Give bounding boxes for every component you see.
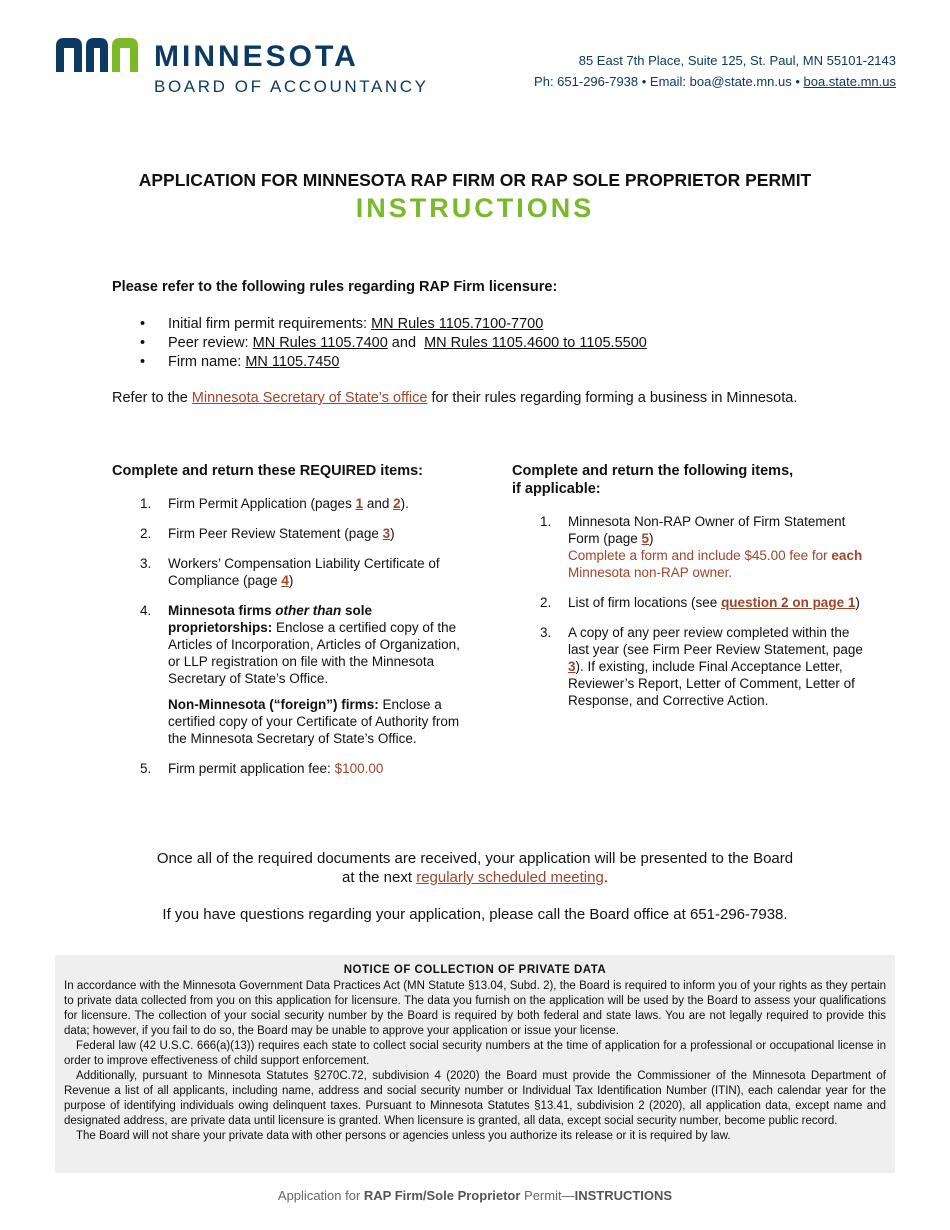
- page-link[interactable]: 1: [355, 496, 364, 511]
- optional-list: [512, 513, 872, 709]
- required-items-column: [112, 462, 472, 790]
- privacy-notice: [55, 955, 895, 1173]
- rules-link[interactable]: MN Rules 1105.7100-7700: [371, 316, 544, 332]
- question-link[interactable]: question 2 on page 1: [721, 595, 856, 610]
- logo-subtitle: BOARD OF ACCOUNTANCY: [154, 77, 429, 96]
- meeting-link[interactable]: regularly scheduled meeting: [416, 869, 604, 886]
- list-item: 3. Workers’ Compensation Liability Certificate of Compliance (page 4): [140, 556, 440, 588]
- phone-email: Ph: 651-296-7938 • Email: boa@state.mn.us • boa.state.mn.us: [534, 74, 896, 89]
- list-item: 2. Firm Peer Review Statement (page 3): [140, 526, 395, 541]
- list-item: 1. Minnesota Non-RAP Owner of Firm Statement Form (page 5) Complete a form and include $45.00 fee for each Minnesota non-RAP owner.: [540, 514, 863, 580]
- mn-firms-paragraph: Minnesota firms other than sole proprietorships: Enclose a certified copy of the Articles of Incorporation, Articles of Organization, or LLP registration on file with the Minnesota Secretary of State’s Office.: [168, 603, 460, 686]
- notice-title: NOTICE OF COLLECTION OF PRIVATE DATA: [343, 964, 607, 976]
- required-heading: Complete and return these REQUIRED items:: [112, 463, 423, 479]
- optional-heading: Complete and return the following items, if applicable:: [512, 463, 794, 497]
- list-item: • Initial firm permit requirements: MN Rules 1105.7100-7700: [112, 315, 647, 334]
- page-title: APPLICATION FOR MINNESOTA RAP FIRM OR RAP SOLE PROPRIETOR PERMIT: [138, 170, 812, 190]
- required-list: [112, 495, 472, 777]
- sos-link[interactable]: Minnesota Secretary of State’s office: [191, 390, 428, 406]
- page-link[interactable]: 3: [568, 659, 576, 674]
- rules-heading: Please refer to the following rules regarding RAP Firm licensure:: [112, 279, 558, 295]
- page-subtitle: INSTRUCTIONS: [355, 193, 595, 223]
- optional-items-column: [512, 462, 872, 722]
- list-item: • Peer review: MN Rules 1105.7400 and MN Rules 1105.4600 to 1105.5500: [112, 334, 647, 353]
- page-link[interactable]: 3: [382, 526, 391, 541]
- list-item: 1. Firm Permit Application (pages 1 and 2).: [140, 496, 409, 511]
- list-item: • Firm name: MN 1105.7450: [112, 353, 647, 372]
- logo-name: MINNESOTA: [154, 40, 359, 73]
- list-item: 4. Minnesota firms other than sole proprietorships: Enclose a certified copy of the Articles of Incorporation, Articles of Organization, or LLP registration on file with the Minnesota Secretary of State’s Office. Non-Minnesota (“foreign”) firms: Enclose a certified copy of your Certificate of Authority from the Minnesota Secretary of State’s Office.: [112, 602, 472, 747]
- board-logo: [56, 36, 436, 100]
- page-link[interactable]: 2: [393, 496, 401, 511]
- address: 85 East 7th Place, Suite 125, St. Paul, MN 55101-2143: [578, 53, 896, 68]
- list-item: 3. A copy of any peer review completed within the last year (see Firm Peer Review Statement, page 3). If existing, include Final Acceptance Letter, Reviewer’s Report, Letter of Comment, Letter of Response, and Corrective Action.: [540, 625, 863, 708]
- list-item: 2. List of firm locations (see question 2 on page 1): [540, 595, 860, 610]
- list-item: 5. Firm permit application fee: $100.00: [140, 761, 384, 776]
- letterhead: [56, 36, 896, 106]
- rules-link[interactable]: MN 1105.7450: [245, 354, 340, 370]
- page-link[interactable]: 5: [641, 531, 650, 546]
- closing-statement: Once all of the required documents are received, your application will be presented to the Board at the next regularly scheduled meeting.: [156, 850, 794, 886]
- mn-logo-mark-icon: [56, 38, 138, 72]
- notice-body: In accordance with the Minnesota Government Data Practices Act (MN Statute §13.04, Subd. 2), the Board is required to inform you of your rights as they pertain to private data collected from you on this application for licensure. The data you furnish on the application will be used by the Board to assess your qualifications for licensure. The collection of your social security number by the Board is required by both federal and state laws. You are not legally required to provide this data; however, if you fail to do so, the Board may be unable to approve your application or issue your license. Federal law (42 U.S.C. 666(a)(13)) requires each state to collect social security numbers at the time of application for a professional or occupational license in order to improve effectiveness of child support enforcement. Additionally, pursuant to Minnesota Statutes §270C.72, subdivision 4 (2020) the Board must provide the Commissioner of the Minnesota Department of Revenue a list of all applicants, including name, address and social security number or Individual Tax Identification Number (ITIN), each calendar year for the purpose of identifying individuals owing delinquent taxes. Pursuant to Minnesota Statutes §13.41, subdivision 2 (2020), all application data, except name and designated address, are private data until licensure is granted. When licensure is granted, all data, except social security number, become public record. The Board will not share your private data with other persons or agencies unless you authorize its release or it is required by law.: [64, 980, 886, 1142]
- contact-info: [534, 50, 896, 92]
- page-link[interactable]: 4: [281, 573, 289, 588]
- website-link[interactable]: boa.state.mn.us: [803, 74, 896, 89]
- questions-statement: If you have questions regarding your application, please call the Board office at 651-296-7938.: [162, 906, 788, 923]
- rules-list: [112, 315, 647, 372]
- rules-link[interactable]: MN Rules 1105.7400: [252, 335, 388, 351]
- fee-amount: $100.00: [334, 761, 384, 776]
- sos-reference: Refer to the Minnesota Secretary of State’s office for their rules regarding forming a business in Minnesota.: [112, 390, 798, 406]
- foreign-firms-paragraph: Non-Minnesota (“foreign”) firms: Enclose a certified copy of your Certificate of Authority from the Minnesota Secretary of State’s Office.: [168, 697, 460, 746]
- page-footer: Application for RAP Firm/Sole Proprietor Permit—INSTRUCTIONS: [277, 1188, 673, 1203]
- rules-link[interactable]: MN Rules 1105.4600 to 1105.5500: [424, 335, 647, 351]
